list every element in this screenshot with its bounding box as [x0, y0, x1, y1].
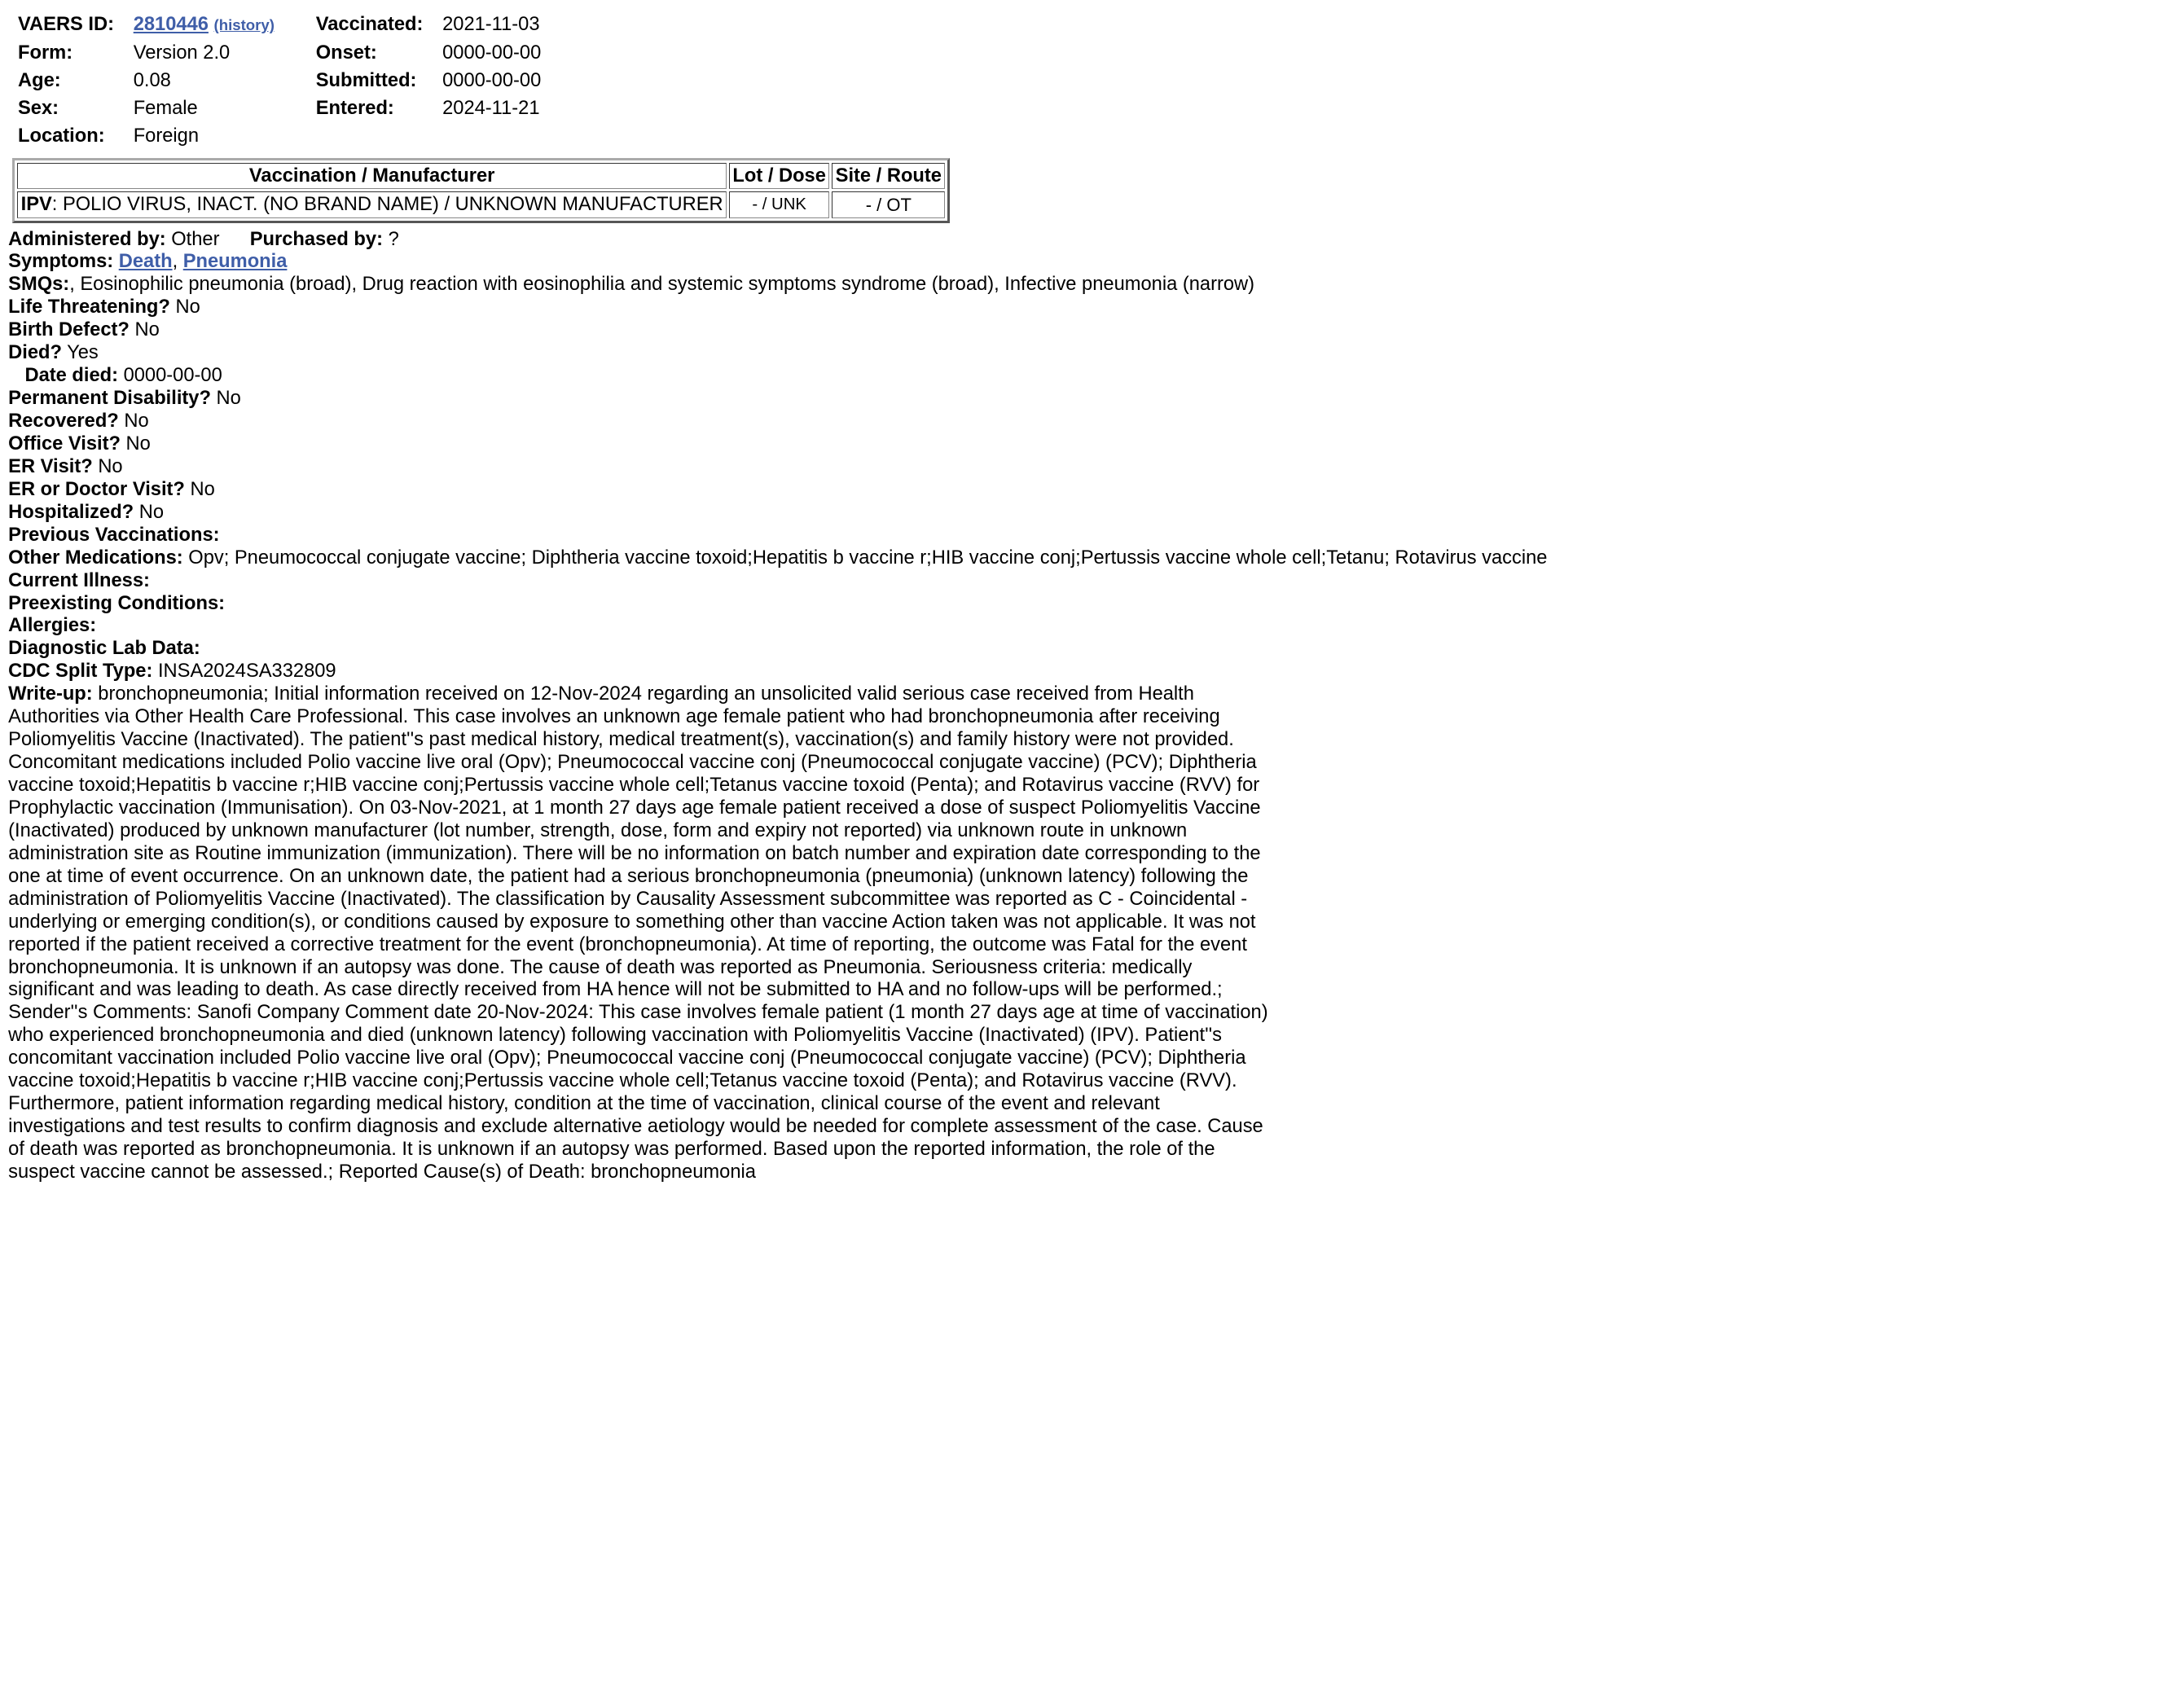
onset-value: 0000-00-00: [442, 42, 542, 64]
smqs-line: [8, 274, 2157, 296]
preexisting-conditions-label: Preexisting Conditions:: [8, 592, 226, 614]
er-doctor-visit-value: No: [190, 478, 215, 500]
allergies-label: Allergies:: [8, 615, 97, 637]
column-header: Vaccination / Manufacturer: [17, 163, 727, 189]
current-illness-line: [8, 570, 2157, 593]
vaers-id-label: VAERS ID:: [18, 14, 115, 36]
other-medications-label: Other Medications:: [8, 547, 183, 569]
current-illness-label: Current Illness:: [8, 569, 150, 591]
entered-label: Entered:: [315, 97, 394, 119]
office-visit-label: Office Visit?: [8, 432, 121, 454]
cdc-split-type-label: CDC Split Type:: [8, 661, 153, 683]
smqs-value: , Eosinophilic pneumonia (broad), Drug reaction with eosinophilia and systemic symptoms syndrome (broad), Infective pneumonia (narrow): [69, 274, 1255, 296]
column-header: Site / Route: [832, 163, 945, 189]
er-visit-value: No: [98, 455, 123, 477]
site-route-cell: - / OT: [832, 191, 945, 217]
symptom-link-pneumonia[interactable]: Pneumonia: [182, 251, 288, 273]
permanent-disability-label: Permanent Disability?: [8, 388, 211, 410]
other-medications-line: [8, 547, 2157, 570]
hospitalized-label: Hospitalized?: [8, 501, 134, 523]
birth-defect-label: Birth Defect?: [8, 319, 130, 341]
vaccine-code: IPV: [20, 194, 52, 216]
report-header-table: [12, 11, 547, 150]
date-died-label: Date died:: [24, 365, 118, 387]
allergies-line: [8, 615, 2157, 638]
vaers-report-page: [0, 11, 2157, 1708]
birth-defect-value: No: [134, 319, 160, 341]
write-up-block: [8, 683, 1280, 1184]
entered-value: 2024-11-21: [442, 97, 540, 119]
recovered-line: [8, 411, 2157, 433]
administered-by-label: Administered by:: [8, 228, 166, 250]
onset-label: Onset:: [315, 42, 377, 64]
cdc-split-type-line: [8, 661, 2157, 683]
symptoms-label: Symptoms:: [8, 251, 114, 273]
form-value: Version 2.0: [133, 42, 231, 64]
location-value: Foreign: [133, 125, 200, 147]
previous-vaccinations-label: Previous Vaccinations:: [8, 524, 220, 546]
smqs-label: SMQs:: [8, 274, 70, 296]
symptoms-separator: ,: [172, 251, 183, 273]
office-visit-value: No: [125, 432, 151, 454]
er-visit-label: ER Visit?: [8, 455, 93, 477]
preexisting-conditions-line: [8, 593, 2157, 616]
vaers-id-link[interactable]: 2810446: [133, 14, 209, 36]
vaers-id-cell: [128, 11, 280, 40]
office-visit-line: [8, 433, 2157, 456]
lot-dose-cell: - / UNK: [729, 191, 829, 217]
vaccination-cell: [17, 191, 727, 217]
birth-defect-line: [8, 319, 2157, 342]
age-value: 0.08: [133, 69, 171, 91]
write-up-label: Write-up:: [8, 683, 93, 705]
purchased-by-label: Purchased by:: [249, 228, 383, 250]
er-doctor-visit-line: [8, 479, 2157, 502]
table-row: [17, 191, 945, 217]
hospitalized-line: [8, 502, 2157, 525]
submitted-label: Submitted:: [315, 69, 417, 91]
location-label: Location:: [18, 125, 105, 147]
vaccination-table: [12, 158, 950, 223]
history-link[interactable]: (history): [213, 16, 275, 34]
purchased-by-value: ?: [388, 228, 399, 250]
administered-purchased-line: [8, 229, 2157, 252]
life-threatening-value: No: [175, 296, 200, 318]
other-medications-value: Opv; Pneumococcal conjugate vaccine; Diphtheria vaccine toxoid;Hepatitis b vaccine r;HIB vaccine conj;Pertussis vaccine whole cell;Tetanu; Rotavirus vaccine: [188, 547, 1548, 569]
previous-vaccinations-line: [8, 525, 2157, 547]
vaccination-table-header: [17, 163, 945, 189]
write-up-text: bronchopneumonia; Initial information received on 12-Nov-2024 regarding an unsolicited valid serious case received from Health Authorities via Other Health Care Professional. This case involves an unknown age female patient who had bronchopneumonia after receiving Poliomyelitis Vaccine (Inactivated). The patient''s past medical history, medical treatment(s), vaccination(s) and family history were not provided. Concomitant medications included Polio vaccine live oral (Opv); Pneumococcal vaccine conj (Pneumococcal conjugate vaccine) (PCV); Diphtheria vaccine toxoid;Hepatitis b vaccine r;HIB vaccine conj;Pertussis vaccine whole cell;Tetanus vaccine toxoid (Penta); and Rotavirus vaccine (RVV) for Prophylactic vaccination (Immunisation). On 03-Nov-2021, at 1 month 27 days age female patient received a dose of suspect Poliomyelitis Vaccine (Inactivated) produced by unknown manufacturer (lot number, strength, dose, form and expiry not reported) via unknown route in unknown administration site as Routine immunization (immunization). There will be no information on batch number and expiration date corresponding to the one at time of event occurrence. On an unknown date, the patient had a serious bronchopneumonia (pneumonia) (unknown latency) following the administration of Poliomyelitis Vaccine (Inactivated). The classification by Causality Assessment subcommittee was reported as C - Coincidental - underlying or emerging condition(s), or conditions caused by exposure to something other than vaccine Action taken was not applicable. It was not reported if the patient received a corrective treatment for the event (bronchopneumonia). At time of reporting, the outcome was Fatal for the event bronchopneumonia. It is unknown if an autopsy was done. The cause of death was reported as Pneumonia. Seriousness criteria: medically significant and was leading to death. As case directly received from HA hence will not be submitted to HA and no follow-ups will be performed.; Sender''s Comments: Sanofi Company Comment date 20-Nov-2024: This case involves female patient (1 month 27 days age at time of vaccination) who experienced bronchopneumonia and died (unknown latency) following vaccination with Poliomyelitis Vaccine (Inactivated) (IPV). Patient''s concomitant vaccination included Polio vaccine live oral (Opv); Pneumococcal vaccine conj (Pneumococcal conjugate vaccine) (PCV); Diphtheria vaccine toxoid;Hepatitis b vaccine r;HIB vaccine conj;Pertussis vaccine whole cell;Tetanus vaccine toxoid (Penta); and Rotavirus vaccine (RVV). Furthermore, patient information regarding medical history, condition at the time of vaccination, clinical course of the event and relevant investigations and test results to confirm diagnosis and exclude alternative aetiology would be needed for complete assessment of the case. Cause of death was reported as bronchopneumonia. It is unknown if an autopsy was performed. Based upon the reported information, the role of the suspect vaccine cannot be assessed.; Reported Cause(s) of Death: bronchopneumonia: [8, 683, 1268, 1183]
vaccinated-label: Vaccinated:: [315, 14, 424, 36]
er-visit-line: [8, 456, 2157, 479]
recovered-value: No: [124, 411, 149, 432]
column-header: Lot / Dose: [729, 163, 829, 189]
form-label: Form:: [18, 42, 73, 64]
life-threatening-line: [8, 296, 2157, 319]
er-doctor-visit-label: ER or Doctor Visit?: [8, 478, 185, 500]
symptoms-line: [8, 251, 2157, 274]
sex-label: Sex:: [18, 97, 59, 119]
recovered-label: Recovered?: [8, 411, 119, 432]
symptom-link-death[interactable]: Death: [118, 251, 173, 273]
diagnostic-lab-data-line: [8, 638, 2157, 661]
vaccinated-value: 2021-11-03: [442, 14, 540, 36]
died-label: Died?: [8, 342, 62, 364]
died-line: [8, 342, 2157, 365]
sex-value: Female: [133, 97, 198, 119]
submitted-value: 0000-00-00: [442, 69, 542, 91]
diagnostic-lab-data-label: Diagnostic Lab Data:: [8, 638, 200, 660]
life-threatening-label: Life Threatening?: [8, 296, 170, 318]
vaccine-description: : POLIO VIRUS, INACT. (NO BRAND NAME) / UNKNOWN MANUFACTURER: [51, 194, 723, 216]
cdc-split-type-value: INSA2024SA332809: [157, 661, 336, 683]
date-died-value: 0000-00-00: [123, 365, 222, 387]
administered-by-value: Other: [171, 228, 220, 250]
permanent-disability-line: [8, 388, 2157, 411]
age-label: Age:: [18, 69, 61, 91]
permanent-disability-value: No: [216, 388, 241, 410]
date-died-line: [8, 365, 2157, 388]
died-value: Yes: [67, 342, 99, 364]
hospitalized-value: No: [138, 501, 165, 523]
